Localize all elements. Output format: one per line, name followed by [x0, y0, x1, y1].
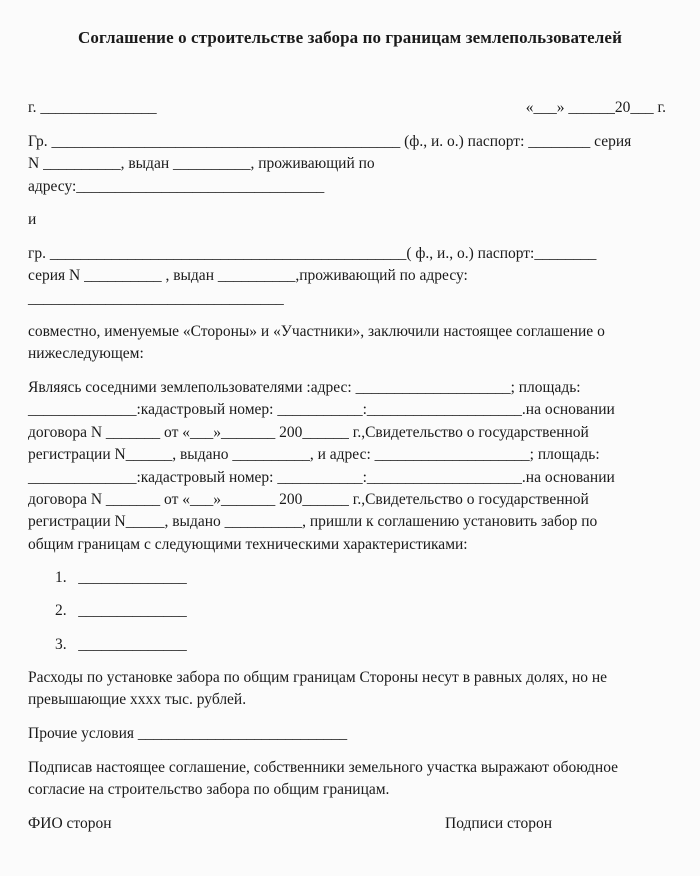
list-item-1: 1. ______________ [55, 569, 187, 586]
list-item-3: 3. ______________ [55, 636, 187, 653]
conjunction: и [28, 211, 37, 228]
body-line-1: Являясь соседними землепользователями :адрес: ____________________; площадь: [28, 379, 581, 396]
costs-line-1: Расходы по установке забора по общим границам Стороны несут в равных долях, но не [28, 669, 608, 686]
party2-line-1: гр. ______________________________________________( ф., и., о.) паспорт:________ [28, 245, 597, 262]
closing-line-2: согласие на строительство забора по общим границам. [28, 781, 390, 798]
closing-line-1: Подписав настоящее соглашение, собственники земельного участка выражают обоюдное [28, 759, 619, 776]
body-line-3: договора N _______ от «___»_______ 200______ г.,Свидетельство о государственной [28, 424, 589, 441]
intro-line-1: совместно, именуемые «Стороны» и «Участники», заключили настоящее соглашение о [28, 323, 605, 340]
footer-signatures: Подписи сторон [445, 815, 553, 832]
list-item-2: 2. ______________ [55, 602, 187, 619]
party1-line-1: Гр. _____________________________________________ (ф., и. о.) паспорт: ________ серия [28, 133, 632, 150]
body-line-5: ______________:кадастровый номер: ___________:____________________.на основании [28, 469, 615, 486]
party1-line-2: N __________, выдан __________, проживающий по [28, 155, 375, 172]
intro-line-2: нижеследующем: [28, 345, 144, 362]
page-title: Соглашение о строительстве забора по границам землепользователей [78, 28, 622, 47]
other-conditions: Прочие условия ___________________________ [28, 725, 348, 742]
body-line-7: регистрации N_____, выдано __________, пришли к соглашению установить забор по [28, 513, 598, 530]
city-field: г. _______________ [28, 99, 157, 116]
body-line-4: регистрации N______, выдано __________, и адрес: ____________________; площадь: [28, 446, 600, 463]
date-field: «___» ______20___ г. [525, 99, 666, 116]
body-line-8: общим границам с следующими техническими характеристиками: [28, 536, 468, 553]
party2-line-2: серия N __________ , выдан __________,проживающий по адресу: [28, 267, 468, 284]
party2-line-3: _________________________________ [28, 290, 284, 307]
party1-line-3: адресу:________________________________ [28, 178, 325, 195]
footer-names: ФИО сторон [28, 815, 112, 832]
body-line-2: ______________:кадастровый номер: ___________:____________________.на основании [28, 401, 615, 418]
body-line-6: договора N _______ от «___»_______ 200______ г.,Свидетельство о государственной [28, 491, 589, 508]
costs-line-2: превышающие хххх тыс. рублей. [28, 691, 247, 708]
